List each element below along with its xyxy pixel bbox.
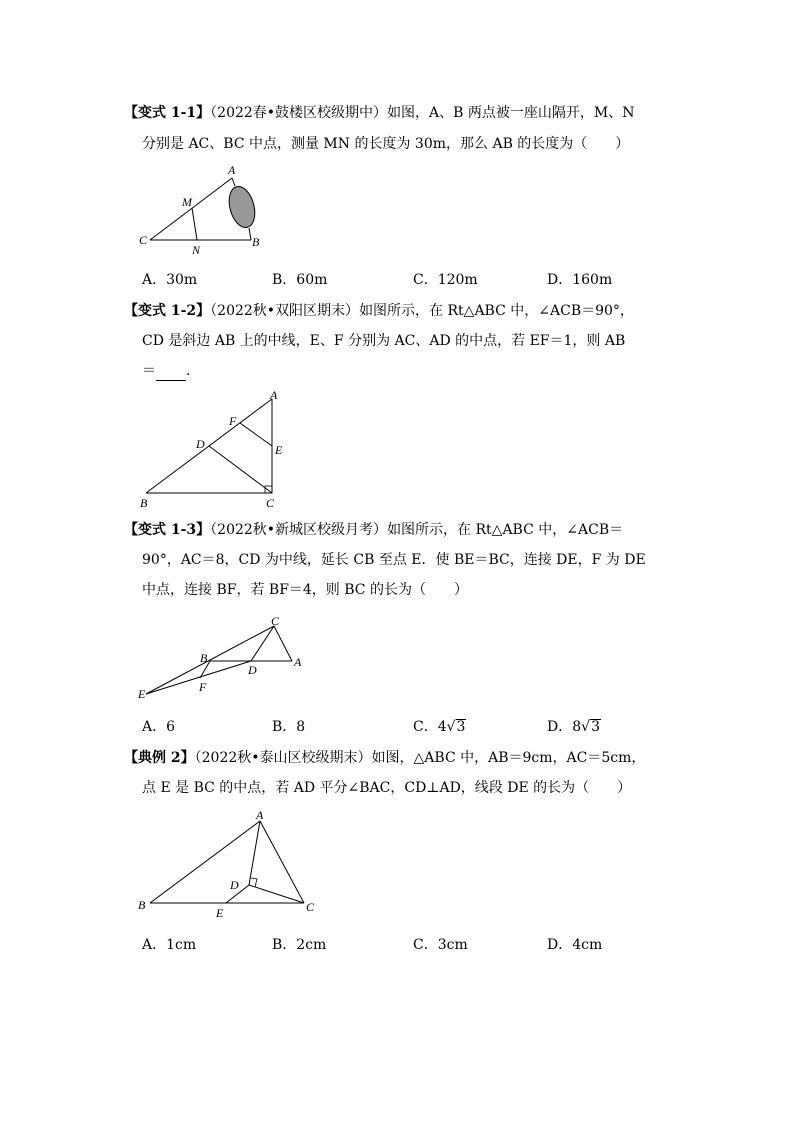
q2-line3 — [142, 361, 190, 381]
q4-option-b: B．2cm — [272, 937, 327, 953]
q2-label-a: A — [270, 388, 278, 402]
q1-tag: 【变式 1-1】 — [124, 105, 211, 121]
q2-label-f: F — [229, 414, 237, 428]
q1-label-m: M — [182, 195, 192, 209]
q4-source: （2022秋•泰山区校级期末） — [194, 750, 372, 766]
q1-option-a: A．30m — [142, 272, 198, 288]
q4-line1 — [124, 748, 645, 768]
q3-text3: 中点，连接 BF，若 BF＝4，则 BC 的长为（ ） — [142, 582, 468, 598]
q4-label-e: E — [216, 906, 224, 920]
q3-label-e: E — [138, 687, 146, 701]
q2-segment-cd — [209, 446, 272, 493]
q3-segment-ec — [146, 626, 274, 694]
q2-equals: ＝ — [142, 363, 156, 379]
q3-text1: 如图所示，在 Rt△ABC 中，∠ACB＝ — [387, 522, 624, 538]
q2-tag: 【变式 1-2】 — [124, 303, 211, 319]
q1-label-n: N — [192, 243, 201, 257]
q4-figure — [134, 805, 334, 925]
q1-option-b: B．60m — [272, 272, 328, 288]
q4-option-d: D．4cm — [547, 937, 603, 953]
q3-source: （2022秋•新城区校级月考） — [210, 522, 388, 538]
q3-figure — [134, 608, 314, 708]
q3-option-c-radical: √ — [446, 719, 456, 735]
q4-label-a: A — [256, 808, 264, 822]
q2-label-b: B — [140, 496, 148, 510]
q4-text1: 如图，△ABC 中，AB＝9cm，AC＝5cm， — [371, 750, 646, 766]
q3-option-d-radicand: 3 — [591, 719, 600, 735]
q2-period: . — [186, 363, 191, 379]
q2-answer-blank — [156, 366, 186, 381]
q1-mountain — [225, 184, 259, 231]
q1-label-a: A — [228, 163, 236, 177]
q3-tag: 【变式 1-3】 — [124, 522, 211, 538]
q4-option-a: A．1cm — [142, 937, 197, 953]
q4-segment-ab — [150, 821, 260, 903]
q2-line1 — [124, 301, 634, 321]
q2-label-d: D — [196, 437, 205, 451]
q3-segment-dc — [251, 626, 274, 661]
q1-option-d: D．160m — [547, 272, 613, 288]
q1-figure — [134, 160, 274, 260]
q3-option-c-radicand: 3 — [456, 719, 466, 735]
q2-segment-fe — [240, 423, 272, 446]
q1-label-b: B — [252, 235, 260, 249]
q2-label-e: E — [275, 443, 283, 457]
q1-line1 — [124, 103, 635, 123]
q1-option-c: C．120m — [413, 272, 478, 288]
q3-option-c — [413, 717, 466, 737]
q1-label-c: C — [139, 233, 148, 247]
q3-option-c-coef: C．4 — [413, 719, 447, 735]
q1-source: （2022春•鼓楼区校级期中） — [210, 105, 388, 121]
q2-source: （2022秋•双阳区期末） — [210, 303, 360, 319]
q3-line1 — [124, 520, 623, 540]
q3-segment-ca — [274, 626, 292, 661]
q3-label-f: F — [199, 680, 207, 694]
q2-text1: 如图所示，在 Rt△ABC 中，∠ACB＝90°， — [359, 303, 634, 319]
q4-label-d: D — [230, 878, 239, 892]
q3-option-d-radical: √ — [581, 719, 591, 735]
q3-option-d-coef: D．8 — [547, 719, 582, 735]
q1-segment-ca — [150, 178, 232, 240]
q3-option-b: B．8 — [272, 719, 306, 735]
q2-label-c: C — [266, 496, 275, 510]
q4-label-c: C — [306, 900, 315, 914]
q3-label-b: B — [200, 651, 208, 665]
q1-segment-mn — [192, 208, 197, 240]
q3-text2: 90°，AC＝8，CD 为中线，延长 CB 至点 E．使 BE＝BC，连接 DE，F 为 DE — [142, 552, 646, 568]
q3-option-a: A．6 — [142, 719, 176, 735]
q4-option-c: C．3cm — [413, 937, 468, 953]
q4-label-b: B — [138, 898, 146, 912]
q1-text2: 分别是 AC、BC 中点，测量 MN 的长度为 30m，那么 AB 的长度为（ ） — [142, 136, 630, 152]
q1-segment-b-mountain — [249, 228, 251, 240]
q2-text2: CD 是斜边 AB 上的中线，E、F 分别为 AC、AD 的中点，若 EF＝1，则 AB — [142, 333, 626, 349]
q3-option-d — [547, 717, 601, 737]
q4-segment-ad — [249, 821, 260, 885]
q3-label-c: C — [271, 614, 280, 628]
q1-segment-a-mountain — [232, 178, 235, 186]
q4-tag: 【典例 2】 — [124, 750, 195, 766]
q4-text2: 点 E 是 BC 的中点，若 AD 平分∠BAC，CD⊥AD，线段 DE 的长为（ ） — [142, 780, 632, 796]
q1-text1: 如图，A、B 两点被一座山隔开，M、N — [387, 105, 635, 121]
q3-label-d: D — [248, 663, 257, 677]
q3-label-a: A — [294, 655, 302, 669]
q2-figure — [134, 385, 294, 515]
